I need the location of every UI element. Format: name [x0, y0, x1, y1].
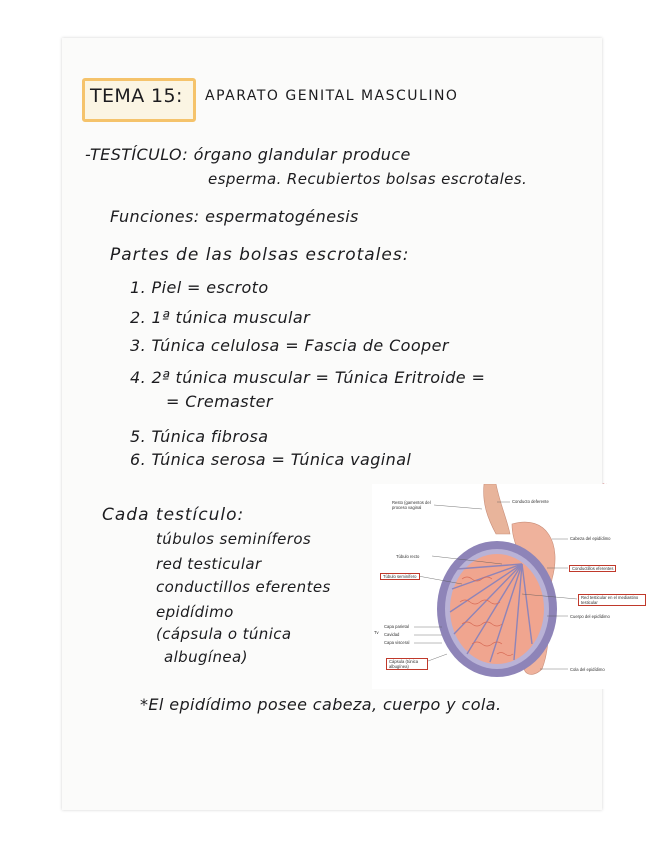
testis-lobules-shape: [450, 554, 544, 664]
label-conducto-deferente: Conducto deferente: [512, 499, 549, 504]
testiculo-definition-line1: -TESTÍCULO: órgano glandular produce: [85, 145, 411, 164]
partes-item-5: 5. Túnica fibrosa: [130, 427, 269, 446]
funciones-line: Funciones: espermatogénesis: [110, 207, 359, 226]
label-tubulo-seminifero: Túbulo seminífero: [380, 573, 420, 580]
cada-testiculo-heading: Cada testículo:: [102, 505, 245, 525]
label-resto: Resto (gamentos del proceso vaginal: [392, 500, 431, 510]
partes-item-2: 2. 1ª túnica muscular: [130, 308, 311, 327]
label-cola-epididimo: Cola del epidídimo: [570, 667, 605, 672]
label-capa-visceral: Capa visceral: [384, 640, 410, 645]
label-conductillos-eferentes: Conductillos eferentes: [569, 565, 616, 572]
label-tubulo-recto: Túbulo recto: [396, 554, 420, 559]
cada-testiculo-item-2: red testicular: [156, 555, 262, 573]
title-subject: APARATO GENITAL MASCULINO: [205, 88, 459, 104]
label-capa-parietal: Capa parietal: [384, 624, 409, 629]
cada-testiculo-item-3: conductillos eferentes: [156, 578, 331, 596]
cada-testiculo-item-1: túbulos seminíferos: [156, 530, 312, 548]
cada-testiculo-item-6: albugínea): [164, 648, 248, 666]
partes-item-4: 4. 2ª túnica muscular = Túnica Eritroide =: [130, 368, 486, 387]
epididimo-note: *El epidídimo posee cabeza, cuerpo y cola.: [140, 695, 502, 714]
partes-item-4-cont: = Cremaster: [166, 392, 273, 411]
cada-testiculo-item-4: epidídimo: [156, 603, 234, 621]
label-capsula: Cápsula (túnica albugínea): [386, 658, 428, 670]
label-red-testicular: Red testicular en el mediastino testicular: [578, 594, 646, 606]
partes-heading: Partes de las bolsas escrotales:: [110, 245, 410, 265]
label-tv: Tv: [374, 630, 379, 635]
label-cuerpo-epididimo: Cuerpo del epidídimo: [570, 614, 610, 619]
partes-item-6: 6. Túnica serosa = Túnica vaginal: [130, 450, 412, 469]
cada-testiculo-item-5: (cápsula o túnica: [156, 625, 292, 643]
label-cavidad: Cavidad: [384, 632, 400, 637]
partes-item-1: 1. Piel = escroto: [130, 278, 269, 297]
partes-item-3: 3. Túnica celulosa = Fascia de Cooper: [130, 336, 449, 355]
testiculo-definition-line2: esperma. Recubiertos bolsas escrotales.: [208, 170, 528, 188]
label-cabeza-epididimo: Cabeza del epidídimo: [570, 536, 611, 541]
testis-diagram: [372, 484, 642, 689]
title-topic: TEMA 15:: [90, 85, 183, 107]
